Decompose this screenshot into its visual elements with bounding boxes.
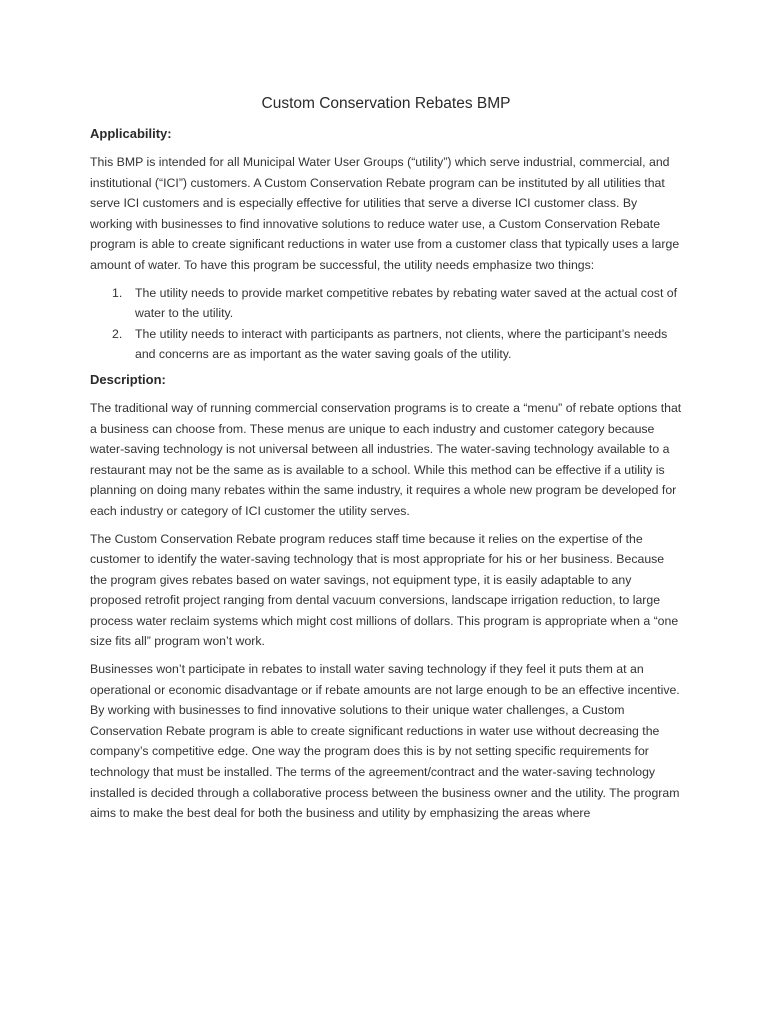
list-item-number: 2. [112, 326, 123, 341]
document-page [90, 94, 682, 831]
applicability-list [90, 283, 682, 365]
list-item [90, 324, 682, 365]
document-title: Custom Conservation Rebates BMP [261, 95, 511, 112]
description-paragraph: The Custom Conservation Rebate program reduces staff time because it relies on the expertise of the customer to identify the water-saving technology that is most appropriate for his or her business. Because the program gives rebates based on water savings, not equipment type, it is easily adaptable to any proposed retrofit project ranging from dental vacuum conversions, landscape irrigation reduction, to large process water reclaim systems which might cost millions of dollars. This program is appropriate when a “one size fits all” program won’t work. [90, 531, 679, 649]
description-paragraph: Businesses won’t participate in rebates to install water saving technology if they feel it puts them at an operational or economic disadvantage or if rebate amounts are not large enough to be an effective incentive. By working with businesses to find innovative solutions to their unique water challenges, a Custom Conservation Rebate program is able to create significant reductions in water use without decreasing the company’s competitive edge. One way the program does this is by not setting specific requirements for technology that must be installed. The terms of the agreement/contract and the water-saving technology installed is decided through a collaborative process between the business owner and the utility. The program aims to make the best deal for both the business and utility by emphasizing the areas where [90, 662, 680, 821]
description-paragraph: The traditional way of running commercial conservation programs is to create a “menu” of rebate options that a business can choose from. These menus are unique to each industry and customer category because water-saving technology is not universal between all industries. The water-saving technology available to a restaurant may not be the same as is available to a school. While this method can be effective if a utility is planning on doing many rebates within the same industry, it requires a whole new program be developed for each industry or category of ICI customer the utility serves. [90, 400, 682, 518]
description-heading: Description: [90, 371, 166, 387]
list-item [90, 283, 682, 324]
list-item-text: The utility needs to interact with participants as partners, not clients, where the participant’s needs and concerns are as important as the water saving goals of the utility. [135, 326, 668, 362]
applicability-heading: Applicability: [90, 126, 172, 141]
list-item-number: 1. [112, 285, 123, 300]
applicability-paragraph: This BMP is intended for all Municipal Water User Groups (“utility”) which serve industrial, commercial, and institutional (“ICI”) customers. A Custom Conservation Rebate program can be instituted by all utilities that serve ICI customers and is especially effective for utilities that serve a diverse ICI customer class. By working with businesses to find innovative solutions to reduce water use, a Custom Conservation Rebate program is able to create significant reductions in water use from a customer class that typically uses a large amount of water. To have this program be successful, the utility needs emphasize two things: [90, 155, 680, 272]
list-item-text: The utility needs to provide market competitive rebates by rebating water saved at the actual cost of water to the utility. [135, 285, 678, 321]
